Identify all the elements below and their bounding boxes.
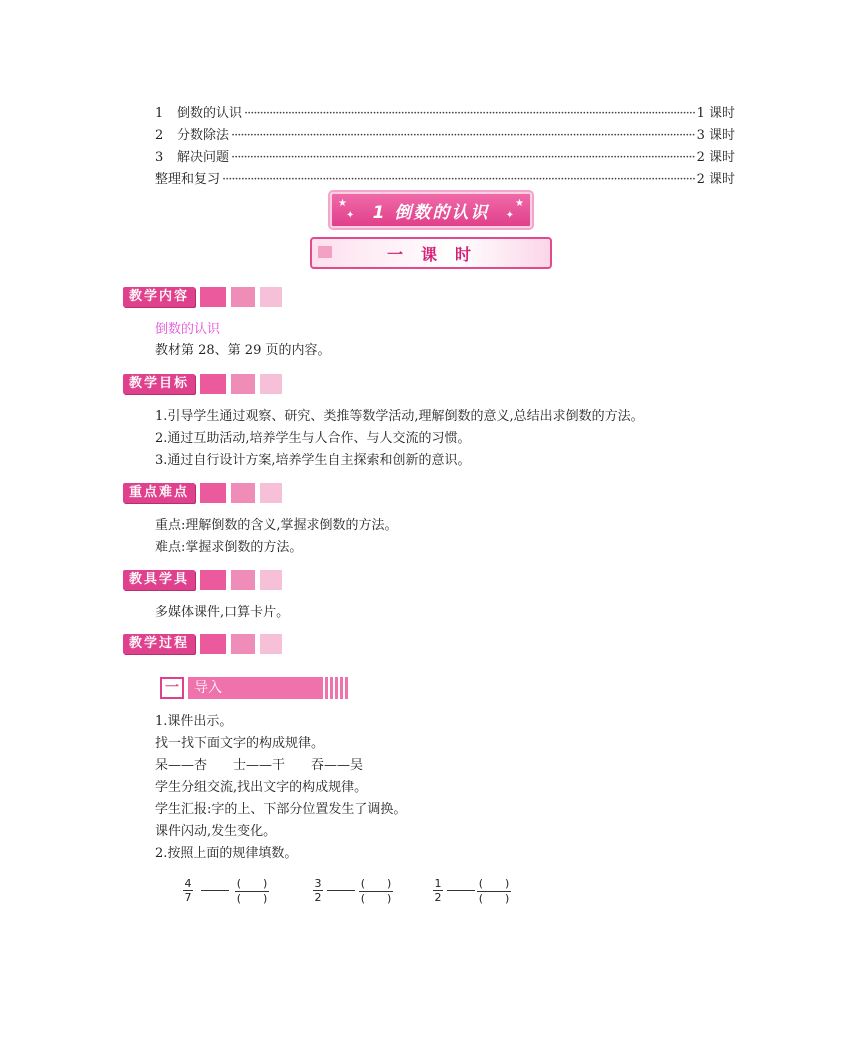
header-block-decoration	[231, 570, 255, 590]
header-block-decoration	[231, 287, 255, 307]
header-block-decoration	[200, 287, 226, 307]
header-block-decoration	[200, 570, 226, 590]
star-icon: ✦	[346, 210, 355, 221]
process-line: 课件闪动,发生变化。	[155, 824, 277, 839]
header-block-decoration	[231, 634, 255, 654]
toc-number: 3	[155, 150, 164, 165]
step-title: 导入	[194, 680, 222, 696]
header-block-decoration	[200, 634, 226, 654]
denominator: 7	[184, 891, 192, 904]
table-of-contents	[155, 103, 735, 191]
toc-hours: 2 课时	[696, 172, 735, 187]
toc-row	[155, 169, 735, 191]
toc-leader-dots	[244, 103, 695, 125]
process-line: 1.课件出示。	[155, 714, 233, 729]
dash-line	[327, 890, 355, 891]
step-number: 一	[160, 677, 184, 699]
stripe-decoration	[320, 677, 348, 699]
process-line: 2.按照上面的规律填数。	[155, 846, 298, 861]
toc-hours: 2 课时	[696, 150, 735, 165]
toc-row	[155, 147, 735, 169]
keypoint-item: 重点:理解倒数的含义,掌握求倒数的方法。	[155, 518, 398, 533]
numerator: 4	[184, 877, 192, 890]
blank-fraction[interactable]	[477, 877, 511, 906]
section-header-goals	[123, 373, 282, 395]
toc-number: 2	[155, 128, 164, 143]
header-block-decoration	[260, 287, 282, 307]
toc-number: 1	[155, 106, 164, 121]
content-pages: 教材第 28、第 29 页的内容。	[155, 343, 331, 358]
star-icon: ★	[515, 198, 524, 209]
blank-denominator: ( )	[236, 892, 268, 905]
difficulty-item: 难点:掌握求倒数的方法。	[155, 540, 303, 555]
section-label: 教具学具	[123, 570, 195, 590]
toc-row	[155, 103, 735, 125]
content-topic: 倒数的认识	[155, 322, 221, 337]
blank-numerator: ( )	[360, 877, 392, 890]
numerator: 3	[314, 877, 322, 890]
numerator: 1	[434, 877, 442, 890]
star-icon: ★	[338, 198, 347, 209]
toc-row	[155, 125, 735, 147]
header-block-decoration	[260, 483, 282, 503]
toc-label: 整理和复习	[155, 172, 221, 187]
section-label: 教学过程	[123, 634, 195, 654]
section-header-content	[123, 286, 282, 308]
process-line: 学生分组交流,找出文字的构成规律。	[155, 780, 368, 795]
toc-label: 解决问题	[177, 150, 230, 165]
toc-leader-dots	[222, 169, 695, 191]
toc-label: 倒数的认识	[177, 106, 243, 121]
tools-item: 多媒体课件,口算卡片。	[155, 605, 290, 620]
toc-hours: 1 课时	[696, 106, 735, 121]
header-block-decoration	[231, 374, 255, 394]
process-line: 呆——杏 士——干 吞——吴	[155, 758, 364, 773]
dash-line	[201, 890, 229, 891]
section-label: 教学内容	[123, 287, 195, 307]
given-fraction	[433, 877, 443, 904]
blank-denominator: ( )	[360, 892, 392, 905]
star-icon: ✦	[505, 210, 514, 221]
blank-numerator: ( )	[478, 877, 510, 890]
denominator: 2	[434, 891, 442, 904]
dash-line	[447, 890, 475, 891]
step-header	[160, 677, 348, 699]
process-line: 学生汇报:字的上、下部分位置发生了调换。	[155, 802, 407, 817]
toc-label: 分数除法	[177, 128, 230, 143]
blank-denominator: ( )	[478, 892, 510, 905]
toc-leader-dots	[231, 147, 695, 169]
header-block-decoration	[260, 374, 282, 394]
section-label: 重点难点	[123, 483, 195, 503]
lesson-banner	[310, 237, 552, 269]
given-fraction	[183, 877, 193, 904]
unit-title-banner	[330, 192, 532, 228]
blank-numerator: ( )	[236, 877, 268, 890]
header-block-decoration	[260, 634, 282, 654]
section-header-tools	[123, 569, 282, 591]
header-block-decoration	[231, 483, 255, 503]
header-block-decoration	[260, 570, 282, 590]
section-header-process	[123, 633, 282, 655]
section-label: 教学目标	[123, 374, 195, 394]
step-title-bar	[188, 677, 348, 699]
goal-item: 2.通过互助活动,培养学生与人合作、与人交流的习惯。	[155, 431, 471, 446]
toc-hours: 3 课时	[696, 128, 735, 143]
header-block-decoration	[200, 483, 226, 503]
toc-leader-dots	[231, 125, 695, 147]
unit-title: 1 倒数的认识	[372, 202, 490, 223]
blank-fraction[interactable]	[235, 877, 269, 906]
fraction-exercise	[183, 877, 543, 913]
goal-item: 1.引导学生通过观察、研究、类推等数学活动,理解倒数的意义,总结出求倒数的方法。	[155, 409, 644, 424]
section-header-keypoints	[123, 482, 282, 504]
banner-square-decoration	[318, 246, 332, 258]
header-block-decoration	[200, 374, 226, 394]
process-line: 找一找下面文字的构成规律。	[155, 736, 325, 751]
lesson-title: 一课时	[386, 244, 489, 264]
denominator: 2	[314, 891, 322, 904]
goal-item: 3.通过自行设计方案,培养学生自主探索和创新的意识。	[155, 453, 471, 468]
blank-fraction[interactable]	[359, 877, 393, 906]
given-fraction	[313, 877, 323, 904]
